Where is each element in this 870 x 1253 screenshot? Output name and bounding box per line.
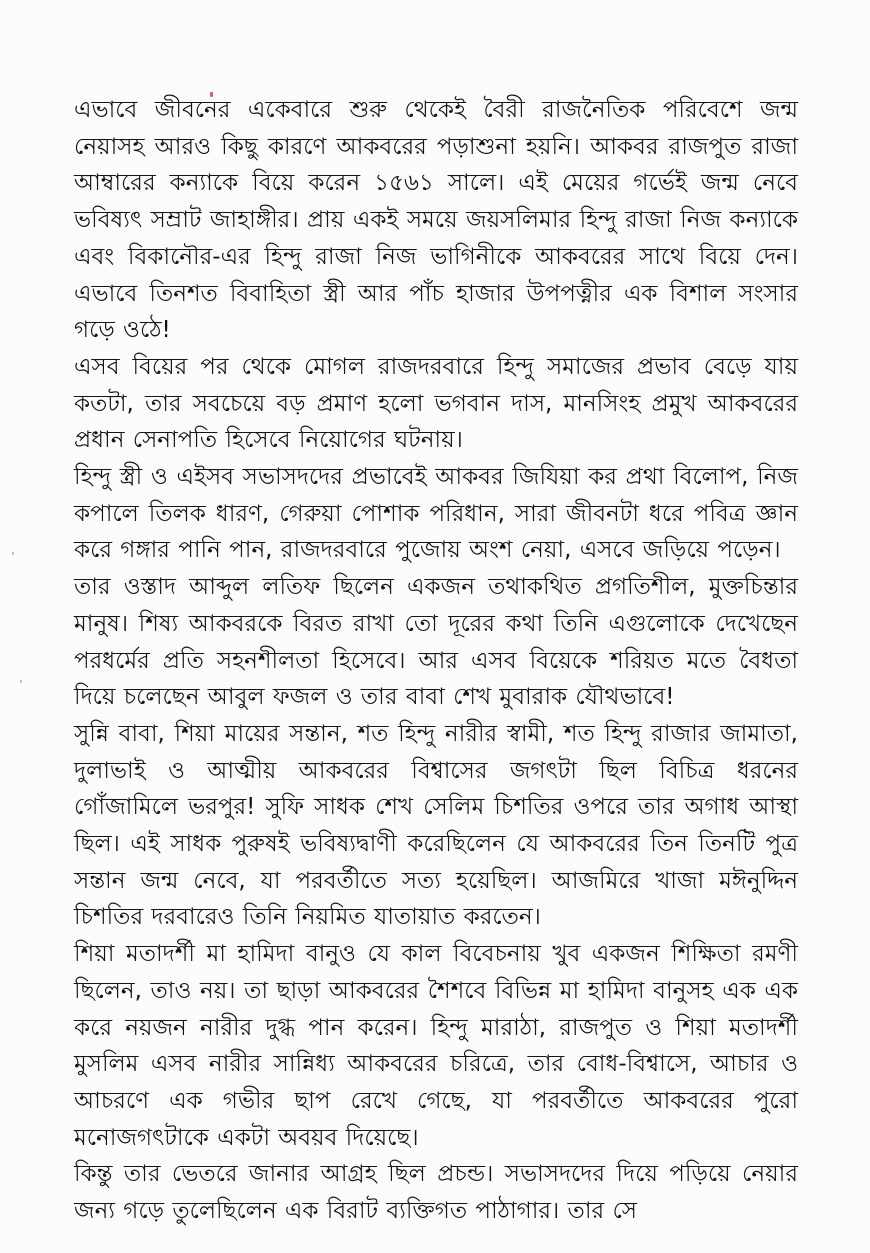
paragraph-mother-nurses: শিয়া মতাদর্শী মা হামিদা বানুও যে কাল বিবেচনায় খুব একজন শিক্ষিতা রমণী ছিলেন, তাও নয়। তা ছাড়া আকবরের শৈশবে বিভিন্ন মা হামিদা বানুসহ এক এক করে নয়জন নারীর দুগ্ধ পান করেন। হিন্দু মারাঠা, রাজপুত ও শিয়া মতাদর্শী মুসলিম এসব নারীর সান্নিধ্য আকবরের চরিত্রে, তার বোধ-বিশ্বাসে, আচার ও আচরণে এক গভীর ছাপ রেখে গেছে, যা পরবর্তীতে আকবরের পুরো মনোজগৎটাকে একটা অবয়ব দিয়েছে। [74,941,798,1151]
paragraph-library: কিন্তু তার ভেতরে জানার আগ্রহ ছিল প্রচন্ড। সভাসদদের দিয়ে পড়িয়ে নেয়ার জন্য গড়ে তুলেছিলেন এক বিরাট ব্যক্তিগত পাঠাগার। তার সে [74,1161,798,1225]
paragraph-religious-practices: হিন্দু স্ত্রী ও এইসব সভাসদদের প্রভাবেই আকবর জিযিয়া কর প্রথা বিলোপ, নিজ কপালে তিলক ধারণ, গেরুয়া পোশাক পরিধান, সারা জীবনটা ধরে পবিত্র জ্ঞান করে গঙ্গার পানি পান, রাজদরবারে পুজোয় অংশ নেয়া, এসবে জড়িয়ে পড়েন। [74,464,798,564]
scan-speck [20,680,22,683]
scan-speck [12,552,14,555]
paragraph-beliefs: সুন্নি বাবা, শিয়া মায়ের সন্তান, শত হিন্দু নারীর স্বামী, শত হিন্দু রাজার জামাতা, দুলাভাই ও আত্মীয় আকবরের বিশ্বাসের জগৎটা ছিল বিচিত্র ধরনের গোঁজামিলে ভরপুর! সুফি সাধক শেখ সেলিম চিশতির ওপরে তার অগাধ আস্থা ছিল। এই সাধক পুরুষই ভবিষ্যদ্বাণী করেছিলেন যে আকবরের তিন তিনটি পুত্র সন্তান জন্ম নেবে, যা পরবর্তীতে সত্য হয়েছিল। আজমিরে খাজা মঈনুদ্দিন চিশতির দরবারেও তিনি নিয়মিত যাতায়াত করতেন। [74,720,798,931]
paragraph-hindu-influence: এসব বিয়ের পর থেকে মোগল রাজদরবারে হিন্দু সমাজের প্রভাব বেড়ে যায় কতটা, তার সবচেয়ে বড় প্রমাণ হলো ভগবান দাস, মানসিংহ প্রমুখ আকবরের প্রধান সেনাপতি হিসেবে নিয়োগের ঘটনায়। [74,353,798,454]
paragraph-marriages: এভাবে জীবনের একেবারে শুরু থেকেই বৈরী রাজনৈতিক পরিবেশে জন্ম নেয়াসহ আরও কিছু কারণে আকবরের পড়াশুনা হয়নি। আকবর রাজপুত রাজা আম্বারের কন্যাকে বিয়ে করেন ১৫৬১ সালে। এই মেয়ের গর্ভেই জন্ম নেবে ভবিষ্যৎ সম্রাট জাহাঙ্গীর। প্রায় একই সময়ে জয়সলিমার হিন্দু রাজা নিজ কন্যাকে এবং বিকানৌর-এর হিন্দু রাজা নিজ ভাগিনীকে আকবরের সাথে বিয়ে দেন। এভাবে তিনশত বিবাহিতা স্ত্রী আর পাঁচ হাজার উপপত্নীর এক বিশাল সংসার গড়ে ওঠে! [74,97,798,344]
paragraph-teacher: তার ওস্তাদ আব্দুল লতিফ ছিলেন একজন তথাকথিত প্রগতিশীল, মুক্তচিন্তার মানুষ। শিষ্য আকবরকে বিরত রাখা তো দূরের কথা তিনি এগুলোকে দেখেছেন পরধর্মের প্রতি সহনশীলতা হিসেবে। আর এসব বিয়েকে শরিয়ত মতে বৈধতা দিয়ে চলেছেন আবুল ফজল ও তার বাবা শেখ মুবারাক যৌথভাবে! [74,574,798,711]
body-text [74,92,798,1230]
